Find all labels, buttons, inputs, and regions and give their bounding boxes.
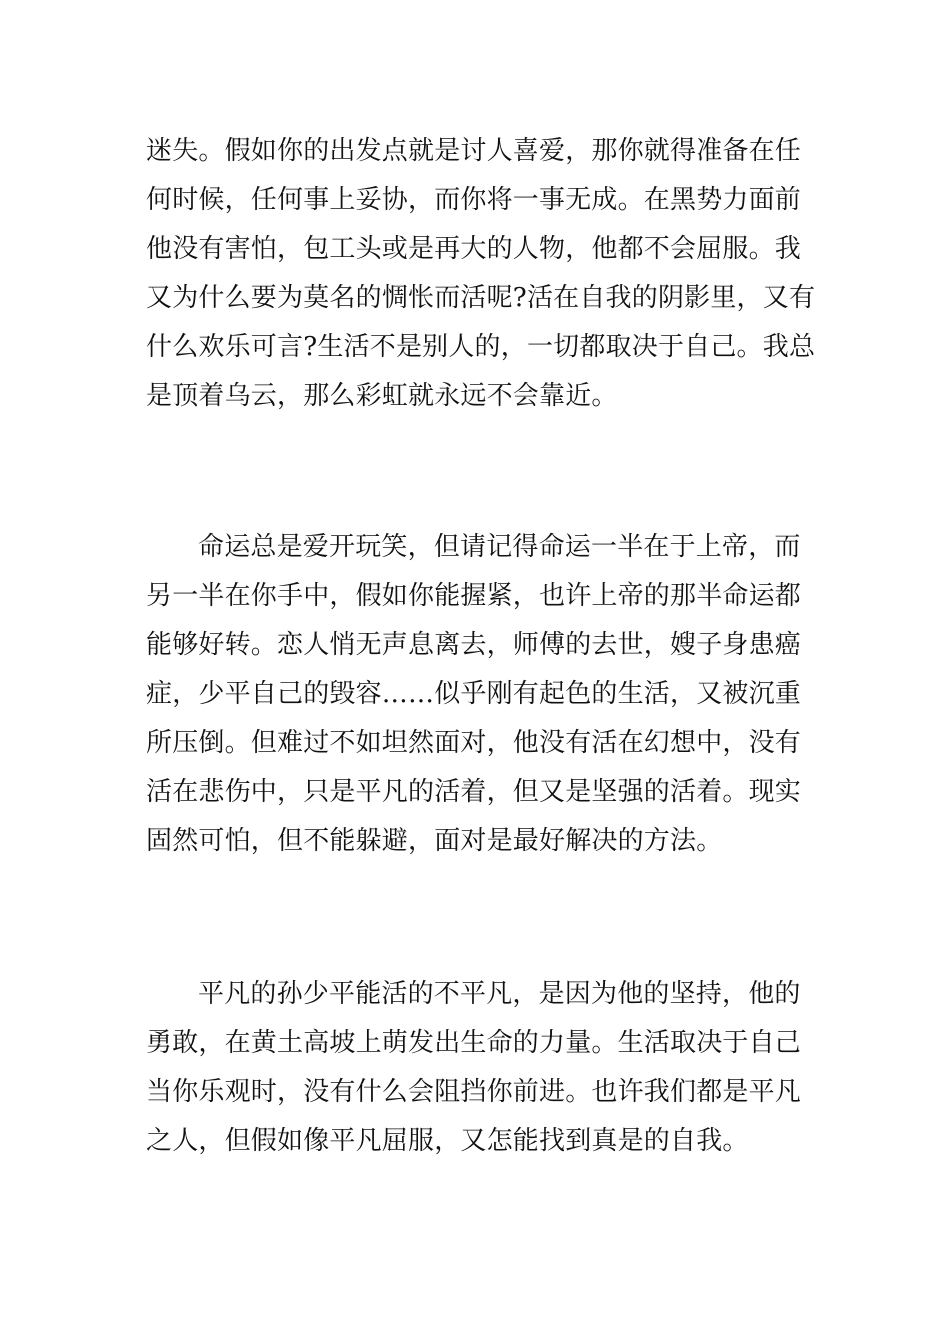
text-line: 平凡的孙少平能活的不平凡，是因为他的坚持，他的 bbox=[198, 979, 801, 1009]
text-line: 活在悲伤中，只是平凡的活着，但又是坚强的活着。现实 bbox=[146, 777, 802, 807]
text-line: 所压倒。但难过不如坦然面对，他没有活在幻想中，没有 bbox=[146, 728, 802, 758]
text-line: 固然可怕，但不能躲避，面对是最好解决的方法。 bbox=[146, 826, 723, 856]
text-line: 勇敢，在黄土高坡上萌发出生命的力量。生活取决于自己 bbox=[146, 1028, 802, 1058]
text-line: 是顶着乌云，那么彩虹就永远不会靠近。 bbox=[146, 381, 618, 411]
text-line: 能够好转。恋人悄无声息离去，师傅的去世，嫂子身患癌 bbox=[146, 630, 802, 660]
text-line: 又为什么要为莫名的惆怅而活呢?活在自我的阴影里，又有 bbox=[146, 283, 816, 313]
text-line: 之人，但假如像平凡屈服，又怎能找到真是的自我。 bbox=[146, 1126, 749, 1156]
text-line: 症，少平自己的毁容……似乎刚有起色的生活，又被沉重 bbox=[146, 679, 802, 709]
paragraph-3 bbox=[146, 970, 816, 1166]
text-line: 他没有害怕，包工头或是再大的人物，他都不会屈服。我 bbox=[146, 234, 802, 264]
text-line: 命运总是爱开玩笑，但请记得命运一半在于上帝，而 bbox=[198, 532, 801, 562]
text-line: 什么欢乐可言?生活不是别人的，一切都取决于自己。我总 bbox=[146, 332, 816, 362]
paragraph-1 bbox=[146, 127, 816, 421]
paragraph-2 bbox=[146, 523, 816, 866]
text-line: 当你乐观时，没有什么会阻挡你前进。也许我们都是平凡 bbox=[146, 1077, 802, 1107]
text-line: 另一半在你手中，假如你能握紧，也许上帝的那半命运都 bbox=[146, 581, 802, 611]
text-line: 迷失。假如你的出发点就是讨人喜爱，那你就得准备在任 bbox=[146, 136, 802, 166]
text-line: 何时候，任何事上妥协，而你将一事无成。在黑势力面前 bbox=[146, 185, 802, 215]
